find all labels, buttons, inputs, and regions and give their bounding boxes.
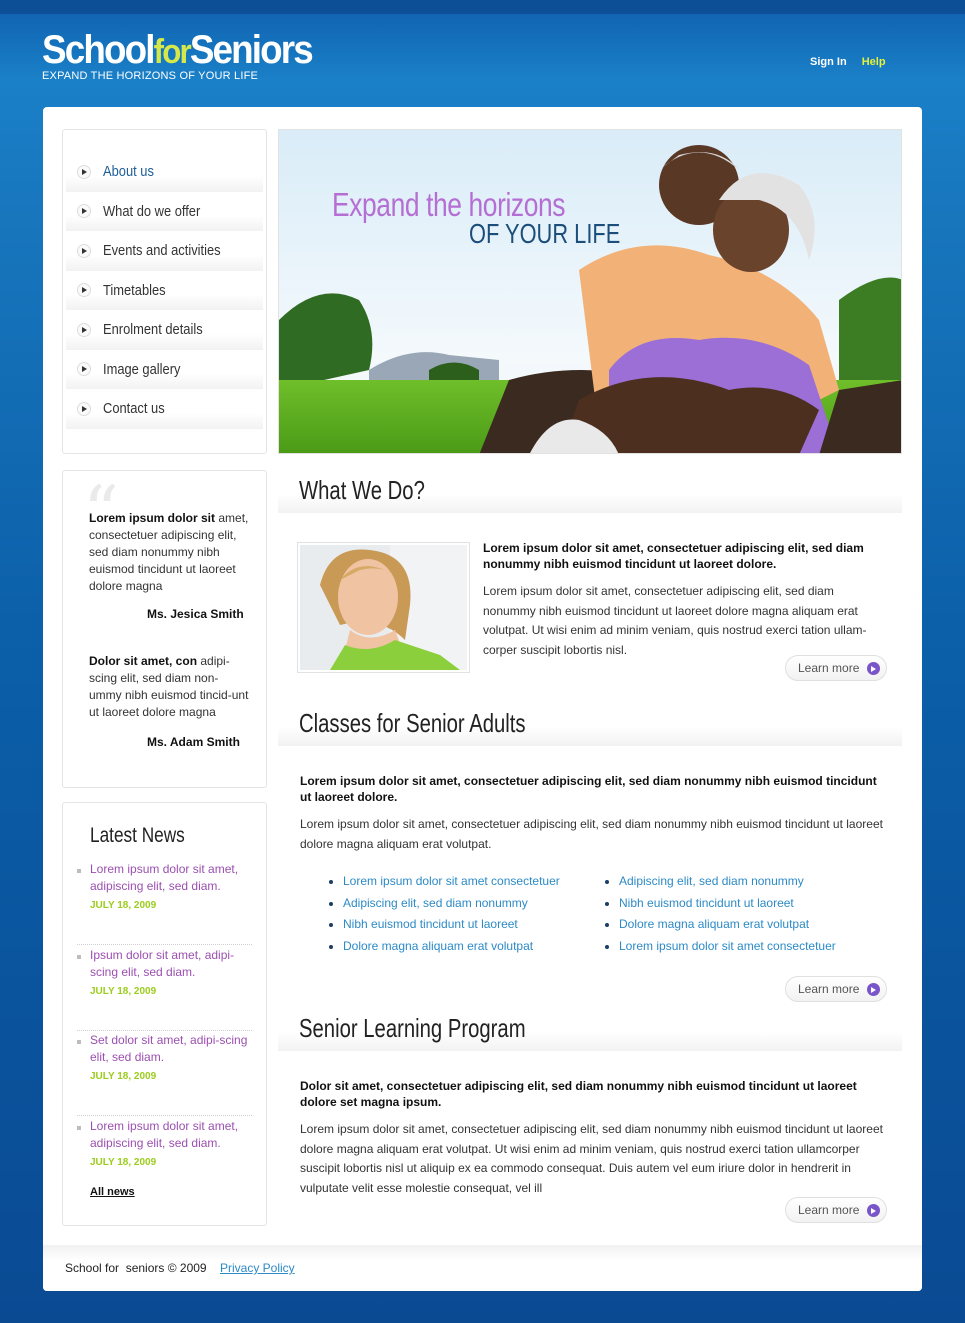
logo-wordmark: SchoolforSeniors: [42, 28, 312, 72]
testimonial-text: Dolor sit amet, con adipi-scing elit, sed diam non-ummy nibh euismod tincid-unt ut laoreet dolore magna: [89, 654, 249, 719]
sidebar-item-label: Contact us: [103, 400, 165, 418]
classes-link[interactable]: Dolore magna aliquam erat volutpat: [329, 939, 560, 961]
sign-in-link[interactable]: Sign In: [810, 56, 847, 68]
news-item[interactable]: [77, 947, 252, 1031]
section-title: Classes for Senior Adults: [299, 708, 526, 738]
square-bullet-icon: [77, 1126, 81, 1130]
sidebar-item-label: About us: [103, 163, 154, 181]
play-bullet-icon: [77, 204, 91, 218]
privacy-policy-link[interactable]: Privacy Policy: [220, 1261, 295, 1275]
latest-news-title: Latest News: [90, 824, 185, 847]
arrow-right-icon: [867, 983, 880, 996]
classes-link[interactable]: Nibh euismod tincidunt ut laoreet: [605, 896, 836, 918]
what-we-do-heading: [278, 471, 902, 513]
classes-list-right: [605, 874, 836, 960]
news-item-date: JULY 18, 2009: [90, 1071, 157, 1082]
section-title: Senior Learning Program: [299, 1013, 526, 1043]
arrow-right-icon: [867, 662, 880, 675]
button-label: Learn more: [798, 982, 860, 996]
play-bullet-icon: [77, 283, 91, 297]
news-item-text[interactable]: Lorem ipsum dolor sit amet, adipiscing elit, sed diam.: [90, 1119, 239, 1150]
testimonial-text: Lorem ipsum dolor sit amet, consectetuer adipiscing elit, sed diam nonummy nibh euismod tincidunt ut laoreet dolore magna: [89, 511, 249, 593]
sidebar-item-label: Timetables: [103, 281, 166, 299]
news-item-text[interactable]: Set dolor sit amet, adipi-scing elit, sed diam.: [90, 1033, 248, 1064]
play-bullet-icon: [77, 362, 91, 376]
hero-subheadline: OF YOUR LIFE: [469, 218, 621, 249]
sidebar-item-label: Events and activities: [103, 242, 221, 260]
play-bullet-icon: [77, 402, 91, 416]
woman-portrait-image: [297, 542, 470, 673]
news-item-date: JULY 18, 2009: [90, 986, 157, 997]
header-links: [810, 56, 898, 68]
all-news-link[interactable]: All news: [90, 1186, 135, 1198]
news-item-text[interactable]: Lorem ipsum dolor sit amet, adipiscing elit, sed diam.: [90, 862, 239, 893]
news-item[interactable]: [77, 1032, 252, 1116]
learn-more-button[interactable]: [785, 655, 887, 681]
button-label: Learn more: [798, 1203, 860, 1217]
portrait-illustration: [300, 545, 467, 670]
sidebar-item-what-we-offer[interactable]: [66, 192, 263, 232]
news-item-text[interactable]: Ipsum dolor sit amet, adipi-scing elit, sed diam.: [90, 948, 235, 979]
learn-more-button[interactable]: [785, 1197, 887, 1223]
sidebar-item-enrolment[interactable]: [66, 310, 263, 350]
program-lead: Dolor sit amet, consectetuer adipiscing elit, sed diam nonummy nibh euismod tincidunt ut laoreet dolore set magna ipsum.: [300, 1079, 857, 1109]
learn-more-button[interactable]: [785, 976, 887, 1002]
classes-text: Lorem ipsum dolor sit amet, consectetuer adipiscing elit, sed diam nonummy nibh euismod tincidunt ut laoreet dolore magna aliquam erat volutpat.: [300, 817, 883, 851]
copyright-text: School for seniors © 2009: [65, 1261, 207, 1275]
hero-headline: Expand the horizons: [332, 186, 566, 223]
sidebar-item-about-us[interactable]: [66, 152, 263, 192]
program-heading: [278, 1009, 902, 1051]
classes-list-left: [329, 874, 560, 960]
news-item[interactable]: [77, 861, 252, 945]
play-bullet-icon: [77, 244, 91, 258]
section-title: What We Do?: [299, 475, 425, 505]
arrow-right-icon: [867, 1204, 880, 1217]
help-link[interactable]: Help: [861, 56, 886, 68]
news-item-date: JULY 18, 2009: [90, 1157, 157, 1168]
latest-news-box: [62, 802, 267, 1226]
square-bullet-icon: [77, 869, 81, 873]
classes-link[interactable]: Lorem ipsum dolor sit amet consectetuer: [605, 939, 836, 961]
content-panel: [43, 107, 922, 1291]
what-we-do-text: Lorem ipsum dolor sit amet, consectetuer adipiscing elit, sed diam nonummy nibh euismod tincidunt ut laoreet dolore magna aliquam erat volutpat. Ut wisi enim ad minim veniam, quis nostrud exerci tation ullam-corper suscipit lobortis nisl.: [483, 584, 867, 657]
classes-link[interactable]: Adipiscing elit, sed diam nonummy: [329, 896, 560, 918]
testimonial-author: Ms. Adam Smith: [147, 735, 240, 749]
sidebar-item-label: Image gallery: [103, 360, 181, 378]
news-item-date: JULY 18, 2009: [90, 900, 157, 911]
sidebar-item-events[interactable]: [66, 231, 263, 271]
what-we-do-lead: Lorem ipsum dolor sit amet, consectetuer adipiscing elit, sed diam nonummy nibh euismod tincidunt ut laoreet dolore.: [483, 541, 864, 571]
testimonial-author: Ms. Jesica Smith: [147, 607, 244, 621]
play-bullet-icon: [77, 165, 91, 179]
classes-link[interactable]: Dolore magna aliquam erat volutpat: [605, 917, 836, 939]
classes-link[interactable]: Lorem ipsum dolor sit amet consectetuer: [329, 874, 560, 896]
play-bullet-icon: [77, 323, 91, 337]
sidebar-item-label: What do we offer: [103, 202, 201, 220]
quote-mark-icon: “: [83, 471, 119, 553]
hero-banner: [278, 129, 902, 454]
sidebar-item-contact[interactable]: [66, 389, 263, 429]
classes-link[interactable]: Nibh euismod tincidunt ut laoreet: [329, 917, 560, 939]
hero-photo-illustration: [279, 130, 902, 454]
square-bullet-icon: [77, 955, 81, 959]
logo-tagline: EXPAND THE HORIZONS OF YOUR LIFE: [42, 70, 259, 82]
program-text: Lorem ipsum dolor sit amet, consectetuer adipiscing elit, sed diam nonummy nibh euismod tincidunt ut laoreet dolore magna aliquam erat volutpat. Ut wisi enim ad minim veniam, quis nostrud exerci tation ullamcorper suscipit lobortis nisl ut aliquip ex ea commodo consequat. Duis autem vel eum iriure dolor in hendrerit in vulputate velit esse molestie consequat, vel ill: [300, 1122, 883, 1195]
footer: [43, 1245, 922, 1291]
button-label: Learn more: [798, 661, 860, 675]
classes-lead: Lorem ipsum dolor sit amet, consectetuer adipiscing elit, sed diam nonummy nibh euismod tincidunt ut laoreet dolore.: [300, 774, 877, 804]
site-logo[interactable]: [42, 30, 335, 82]
sidebar-item-timetables[interactable]: [66, 271, 263, 311]
top-strip: [0, 0, 965, 14]
square-bullet-icon: [77, 1040, 81, 1044]
testimonials-box: [62, 470, 267, 788]
sidebar-menu: [62, 129, 267, 454]
sidebar-item-label: Enrolment details: [103, 321, 203, 339]
sidebar-item-gallery[interactable]: [66, 350, 263, 390]
classes-heading: [278, 704, 902, 746]
classes-link[interactable]: Adipiscing elit, sed diam nonummy: [605, 874, 836, 896]
